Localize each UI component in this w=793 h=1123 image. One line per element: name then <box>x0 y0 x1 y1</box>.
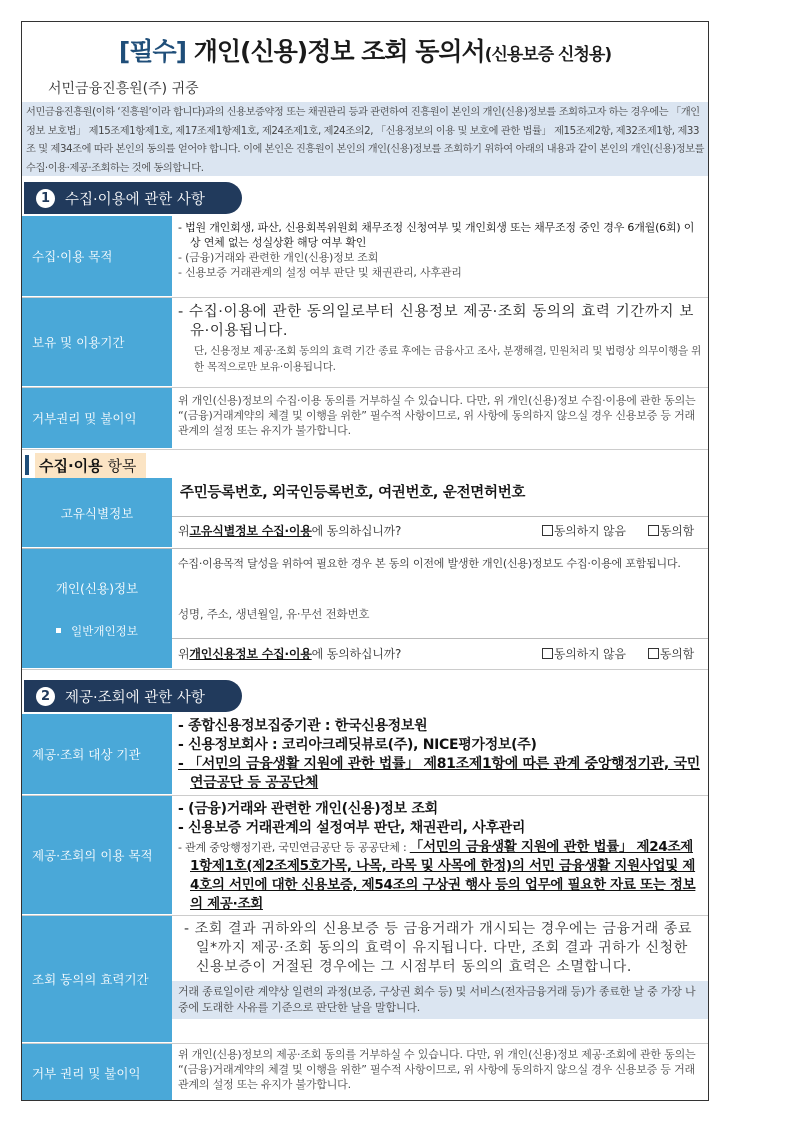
usage-purpose-row <box>22 796 708 916</box>
unique-id-question: 위 고유식별정보 수집·이용 에 동의하십니까? 동의하지 않음 동의함 <box>172 516 708 546</box>
intro-text: 서민금융진흥원(이하 ‘진흥원’이라 합니다)과의 신용보증약정 또는 채권관리 등과 관련하여 진흥원이 본인의 개인(신용)정보를 조회하고자 하는 경우에는 「개인정보 보호법」 제15조제1항제1호, 제17조제1항제1호, 제24조제1호, 제24조의2, 「신용정보의 이용 및 보호에 관한 법률」 제15조제2항, 제32조제1항, 제33조 및 제34조에 따라 본인의 동의를 얻어야 합니다. 이에 본인은 진흥원이 본인의 개인(신용)정보를 조회하기 위하여 아래의 내용과 같이 본인의 개인(신용)정보를 수집·이용·제공·조회하는 것에 동의합니다. <box>22 102 708 176</box>
purpose-item: - (금융)거래와 관련한 개인(신용)정보 조회 <box>178 251 379 264</box>
validity-main: - 조회 결과 귀하와의 신용보증 등 금융거래가 개시되는 경우에는 금융거래 종료일*까지 제공·조회 동의의 효력이 유지됩니다. 다만, 조회 결과 귀하가 신청한 신용보증이 거절된 경우에는 그 시점부터 동의의 효력은 소멸합니다. <box>184 921 693 975</box>
section1-title: 수집·이용에 관한 사항 <box>65 191 205 208</box>
target-row <box>22 714 708 796</box>
unique-id-row <box>22 478 708 548</box>
target-item: - 종합신용정보집중기관 : 한국신용정보원 <box>178 718 428 734</box>
unique-id-agree-option[interactable]: 동의함 <box>648 524 694 539</box>
usage-item: - (금융)거래와 관련한 개인(신용)정보 조회 <box>178 801 438 817</box>
title-sub: (신용보증 신청용) <box>484 45 612 65</box>
title-main: 개인(신용)정보 조회 동의서 <box>186 37 485 66</box>
usage-purpose-label: 제공·조회의 이용 목적 <box>22 796 172 915</box>
checkbox[interactable] <box>542 525 553 536</box>
consent-form <box>21 21 709 1101</box>
target-item: - 「서민의 금융생활 지원에 관한 법률」 제81조제1항에 따른 관계 중앙행정기관, 국민연금공단 등 공공단체 <box>178 756 700 791</box>
provide-refusal-label: 거부 권리 및 불이익 <box>22 1044 172 1101</box>
target-item: - 신용정보회사 : 코리아크레딧뷰로(주), NICE평가정보(주) <box>178 737 537 753</box>
personal-row <box>22 548 708 670</box>
checkbox[interactable] <box>542 648 553 659</box>
personal-note: 수집·이용목적 달성을 위하여 필요한 경우 본 동의 이전에 발생한 개인(신용)정보도 수집·이용에 포함됩니다. <box>178 557 681 570</box>
validity-note: 거래 종료일이란 계약상 일련의 과정(보증, 구상권 회수 등) 및 서비스(전자금융거래 등)가 종료한 날 중 가장 나중에 도래한 사유를 기준으로 판단한 날을 말합니다. <box>172 981 708 1019</box>
section1-number: 1 <box>36 189 55 208</box>
section2-header <box>22 678 708 712</box>
unique-id-underlined: 고유식별정보 수집·이용 <box>189 524 312 538</box>
purpose-item: - 신용보증 거래관계의 설정 여부 판단 및 채권관리, 사후관리 <box>178 266 462 279</box>
target-label: 제공·조회 대상 기관 <box>22 714 172 795</box>
retention-main: - 수집·이용에 관한 동의일로부터 신용정보 제공·조회 동의의 효력 기간까지 보유·이용됩니다. <box>178 304 694 339</box>
validity-row <box>22 916 708 1044</box>
required-tag: [필수] <box>118 37 187 66</box>
section1-header <box>22 180 708 214</box>
personal-agree-option[interactable]: 동의함 <box>648 647 694 662</box>
personal-label-cell <box>22 549 172 669</box>
personal-question: 위 개인신용정보 수집·이용 에 동의하십니까? 동의하지 않음 동의함 <box>178 647 694 661</box>
refusal-row <box>22 388 708 450</box>
personal-label: 개인(신용)정보 <box>55 580 139 596</box>
validity-label: 조회 동의의 효력기간 <box>22 916 172 1043</box>
provide-refusal-row <box>22 1044 708 1101</box>
personal-value: 성명, 주소, 생년월일, 유·무선 전화번호 <box>172 601 708 639</box>
items-header-bold: 수집·이용 <box>39 456 103 475</box>
usage-item: - 신용보증 거래관계의 설정여부 판단, 채권관리, 사후관리 <box>178 820 526 836</box>
personal-disagree-option[interactable]: 동의하지 않음 <box>542 647 626 662</box>
purpose-label: 수집·이용 목적 <box>22 216 172 297</box>
refusal-text: 위 개인(신용)정보의 수집·이용 동의를 거부하실 수 있습니다. 다만, 위 개인(신용)정보 수집·이용에 관한 동의는 “(금융)거래계약의 체결 및 이행을 위한” 필수적 사항이므로, 위 사항에 동의하지 않으실 경우 신용보증 등 거래관계의 설정 또는 유지가 불가합니다. <box>178 394 696 437</box>
checkbox[interactable] <box>648 648 659 659</box>
section2-title: 제공·조회에 관한 사항 <box>65 689 205 706</box>
items-header-rest: 항목 <box>102 456 137 475</box>
purpose-row <box>22 216 708 298</box>
unique-id-value: 주민등록번호, 외국인등록번호, 여권번호, 운전면허번호 <box>180 485 526 501</box>
page-title <box>22 32 708 68</box>
retention-label: 보유 및 이용기간 <box>22 298 172 387</box>
provide-refusal-text: 위 개인(신용)정보의 제공·조회 동의를 거부하실 수 있습니다. 다만, 위 개인(신용)정보 제공·조회에 관한 동의는 “(금융)거래계약의 체결 및 이행을 위한” 필수적 사항이므로, 위 사항에 동의하지 않으실 경우 신용보증 등 거래관계의 설정 또는 유지가 불가합니다. <box>178 1048 696 1091</box>
usage-item: - 관계 중앙행정기관, 국민연금공단 등 공공단체 : 「서민의 금융생활 지원에 관한 법률」 제24조제1항제1호(제2조제5호가목, 나목, 라목 및 사목에 한정)의 서민 금융생활 지원사업및 제4호의 서민에 대한 신용보증, 제54조의 구상권 행사 등의 업무에 필요한 자료 또는 정보의 제공·조회 <box>178 839 696 912</box>
retention-note: 단, 신용정보 제공·조회 동의의 효력 기간 종료 후에는 금융사고 조사, 분쟁해결, 민원처리 및 법령상 의무이행을 위한 목적으로만 보유·이용됩니다. <box>194 345 702 373</box>
personal-underlined: 개인신용정보 수집·이용 <box>189 647 312 661</box>
refusal-label: 거부권리 및 불이익 <box>22 388 172 449</box>
unique-id-disagree-option[interactable]: 동의하지 않음 <box>542 524 626 539</box>
unique-id-label: 고유식별정보 <box>22 478 172 548</box>
section2-number: 2 <box>36 687 55 706</box>
checkbox[interactable] <box>648 525 659 536</box>
personal-sublabel: 일반개인정보 <box>56 623 138 639</box>
retention-row <box>22 298 708 388</box>
purpose-item: - 법원 개인회생, 파산, 신용회복위원회 채무조정 신청여부 및 개인회생 또는 채무조정 중인 경우 6개월(6회) 이상 연체 없는 성실상환 해당 여부 확인 <box>178 221 695 249</box>
addressee: 서민금융진흥원(주) 귀중 <box>48 81 199 97</box>
items-header <box>22 452 708 478</box>
